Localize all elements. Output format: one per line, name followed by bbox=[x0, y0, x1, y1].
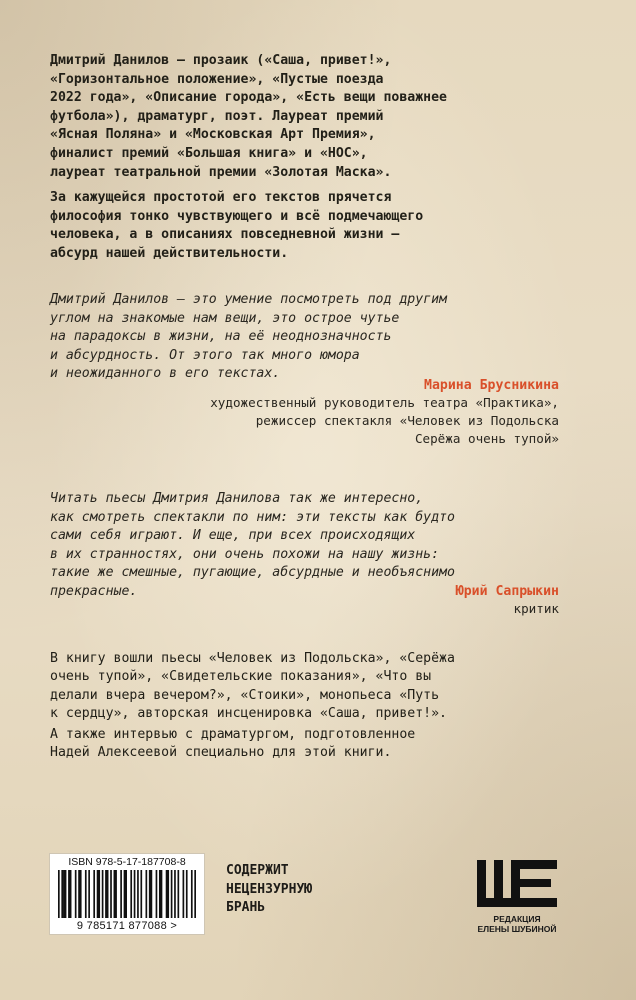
barcode-bar bbox=[177, 870, 179, 918]
bio-line: За кажущейся простотой его текстов прячется bbox=[50, 190, 392, 206]
publisher-logo bbox=[473, 858, 561, 934]
barcode-bar bbox=[68, 870, 71, 918]
contents-paragraph-1 bbox=[50, 650, 570, 724]
contents-line: к сердцу», авторская инсценировка «Саша, привет!». bbox=[50, 706, 447, 722]
author-title-line: художественный руководитель театра «Практика», bbox=[210, 395, 559, 410]
publisher-name bbox=[473, 914, 561, 934]
quote-line: и неожиданного в его текстах. bbox=[50, 366, 281, 382]
barcode-bar bbox=[130, 870, 132, 918]
quote-author-brusnikina: Марина Брусникина bbox=[424, 378, 559, 393]
quote-line: Дмитрий Данилов — это умение посмотреть под другим bbox=[50, 292, 447, 307]
barcode-digits: 9 785171 877088 > bbox=[76, 920, 178, 932]
warning-line: БРАНЬ bbox=[226, 900, 266, 915]
bio-line: человека, а в описаниях повседневной жизни — bbox=[50, 227, 400, 243]
isbn-barcode bbox=[49, 853, 205, 935]
warning-line: НЕЦЕНЗУРНУЮ bbox=[226, 881, 313, 897]
barcode-bar bbox=[156, 870, 158, 918]
bio-line: футбола»), драматург, поэт. Лауреат премий bbox=[50, 108, 384, 124]
bio-paragraph-2 bbox=[50, 189, 570, 263]
book-contents-description bbox=[50, 650, 570, 762]
she-monogram-icon bbox=[475, 858, 559, 910]
quote-line: Читать пьесы Дмитрия Данилова так же интересно, bbox=[50, 491, 424, 506]
contents-line: А также интервью с драматургом, подготовленное bbox=[50, 726, 416, 742]
bio-line: финалист премий «Большая книга» и «НОС», bbox=[50, 145, 368, 161]
barcode-bar bbox=[78, 870, 81, 918]
barcode-bar bbox=[171, 870, 173, 918]
barcode-bar bbox=[174, 870, 176, 918]
bio-line: абсурд нашей действительности. bbox=[50, 245, 289, 261]
author-bio bbox=[50, 52, 570, 264]
barcode-bar bbox=[63, 870, 66, 918]
quote-line: на парадоксы в жизни, на её неоднозначность bbox=[50, 329, 392, 345]
quote-line: такие же смешные, пугающие, абсурдные и необъяснимо bbox=[50, 565, 455, 581]
barcode-bar bbox=[159, 870, 162, 918]
barcode-bar bbox=[120, 870, 122, 918]
bio-line: «Горизонтальное положение», «Пустые поезда bbox=[50, 71, 384, 87]
barcode-bar bbox=[110, 870, 112, 918]
publisher-line: ЕЛЕНЫ ШУБИНОЙ bbox=[477, 924, 557, 934]
quote-brusnikina bbox=[50, 291, 570, 384]
barcode-bar bbox=[137, 870, 139, 918]
quote-line: в их странностях, они очень похожи на нашу жизнь: bbox=[50, 546, 440, 562]
barcode-bar bbox=[186, 870, 188, 918]
quote-author-title-brusnikina bbox=[210, 394, 559, 448]
barcode-bars-icon bbox=[58, 870, 196, 918]
barcode-bar bbox=[88, 870, 90, 918]
bio-paragraph-1 bbox=[50, 52, 570, 182]
contents-line: очень тупой», «Свидетельские показания», «Что вы bbox=[50, 669, 432, 685]
quote-line: как смотреть спектакли по ним: эти тексты как будто bbox=[50, 509, 455, 525]
bio-line: «Ясная Поляна» и «Московская Арт Премия», bbox=[50, 127, 376, 143]
barcode-bar bbox=[146, 870, 148, 918]
isbn-number: ISBN 978-5-17-187708-8 bbox=[68, 856, 186, 868]
bio-line: Дмитрий Данилов — прозаик («Саша, привет!», bbox=[50, 53, 392, 68]
profanity-warning bbox=[226, 862, 312, 918]
contents-line: Надей Алексеевой специально для этой книги. bbox=[50, 745, 392, 761]
contents-line: В книгу вошли пьесы «Человек из Подольска», «Серёжа bbox=[50, 651, 455, 666]
barcode-bar bbox=[134, 870, 136, 918]
barcode-bar bbox=[140, 870, 142, 918]
barcode-bar bbox=[58, 870, 60, 918]
barcode-bar bbox=[85, 870, 87, 918]
barcode-bar bbox=[183, 870, 185, 918]
author-title-line: Серёжа очень тупой» bbox=[414, 431, 559, 446]
author-title-line: режиссер спектакля «Человек из Подольска bbox=[255, 413, 559, 428]
bio-line: философия тонко чувствующего и всё подмечающего bbox=[50, 208, 424, 224]
quote-line: углом на знакомые нам вещи, это острое чутье bbox=[50, 310, 400, 326]
barcode-bar bbox=[75, 870, 77, 918]
contents-paragraph-2 bbox=[50, 726, 570, 763]
quote-line: сами себя играют. И еще, при всех происходящих bbox=[50, 528, 416, 544]
warning-line: СОДЕРЖИТ bbox=[226, 863, 289, 878]
bio-line: 2022 года», «Описание города», «Есть вещи поважнее bbox=[50, 90, 447, 106]
barcode-bar bbox=[105, 870, 108, 918]
quote-author-saprykin: Юрий Сапрыкин bbox=[455, 584, 559, 599]
barcode-bar bbox=[102, 870, 104, 918]
quote-line: и абсурдность. От этого так много юмора bbox=[50, 347, 360, 363]
bio-line: лауреат театральной премии «Золотая Маска». bbox=[50, 164, 392, 180]
barcode-bar bbox=[93, 870, 95, 918]
quote-author-title-saprykin: критик bbox=[513, 601, 559, 616]
publisher-line: РЕДАКЦИЯ bbox=[493, 914, 541, 924]
barcode-bar bbox=[124, 870, 127, 918]
quote-line: прекрасные. bbox=[50, 583, 138, 599]
contents-line: делали вчера вечером?», «Стоики», монопьеса «Путь bbox=[50, 687, 440, 703]
barcode-bar bbox=[194, 870, 196, 918]
barcode-bar bbox=[97, 870, 100, 918]
barcode-bar bbox=[191, 870, 193, 918]
barcode-bar bbox=[61, 870, 63, 918]
barcode-bar bbox=[166, 870, 169, 918]
barcode-bar bbox=[149, 870, 152, 918]
barcode-bar bbox=[114, 870, 117, 918]
